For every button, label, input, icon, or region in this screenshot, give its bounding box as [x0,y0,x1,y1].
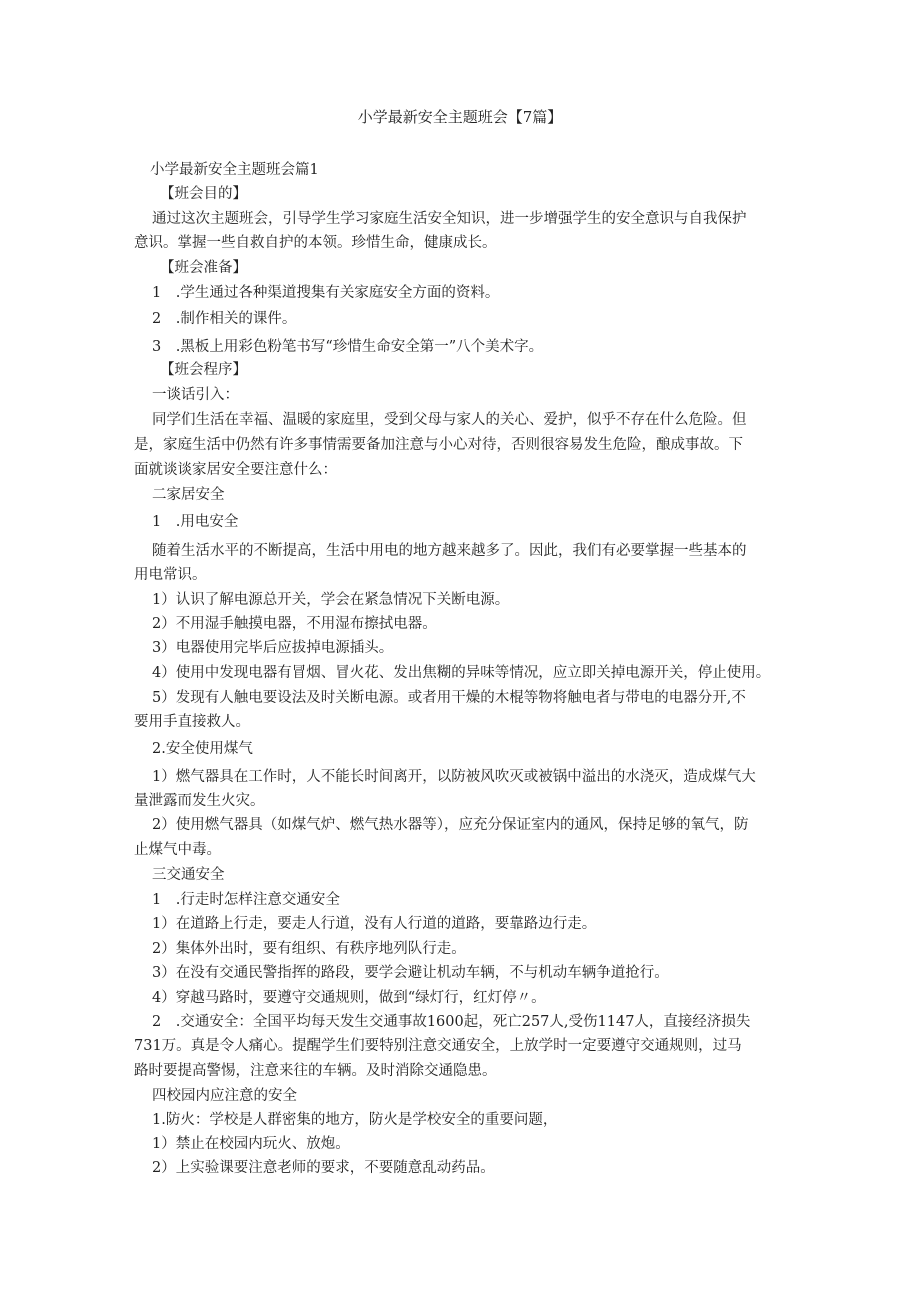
paragraph-line: 731万。真是令人痛心。提醒学生们要特别注意交通安全，上放学时一定要遵守交通规则，过马 [134,1038,742,1054]
paragraph-line: 路时要提高警惕，注意来往的车辆。及时消除交通隐患。 [134,1063,497,1079]
list-item: 2）上实验课要注意老师的要求，不要随意乱动药品。 [152,1160,495,1176]
subsection-heading: 【班会程序】 [160,362,247,378]
subsection-heading: 【班会准备】 [160,260,247,276]
list-item: 4）穿越马路时，要遵守交通规则，做到“绿灯行，红灯停〃。 [152,990,546,1006]
section-heading: 一谈话引入： [152,387,239,403]
paragraph-line: 止煤气中毒。 [134,842,221,858]
list-item: 2）集体外出时，要有组织、有秩序地列队行走。 [152,941,466,957]
subsection-heading: 1 .行走时怎样注意交通安全 [152,892,340,908]
paragraph-line: 用电常识。 [134,567,207,583]
paragraph-line: 通过这次主题班会，引导学生学习家庭生活安全知识，进一步增强学生的安全意识与自我保护 [152,211,747,227]
document-title: 小学最新安全主题班会【7篇】 [357,108,563,126]
list-item: 2 .制作相关的课件。 [152,311,297,327]
list-item: 3）电器使用完毕后应拔掉电源插头。 [152,640,394,656]
list-item: 3）在没有交通民警指挥的路段，要学会避让机动车辆，不与机动车辆争道抢行。 [152,965,669,981]
paragraph-line: 意识。掌握一些自救自护的本领。珍惜生命，健康成长。 [134,235,497,251]
subsection-heading: 1 .用电安全 [152,514,239,530]
paragraph-line: 量泄露而发生火灾。 [134,793,265,809]
list-item: 1 .学生通过各种渠道搜集有关家庭安全方面的资料。 [152,285,500,301]
list-item: 2）不用湿手触摸电器，不用湿布擦拭电器。 [152,616,437,632]
list-item: 4）使用中发现电器有冒烟、冒火花、发出焦糊的异味等情况，应立即关掉电源开关，停止使用。 [152,665,771,681]
paragraph-line: 随着生活水平的不断提高，生活中用电的地方越来越多了。因此，我们有必要掌握一些基本的 [152,543,747,559]
subsection-heading: 【班会目的】 [160,186,247,202]
paragraph-line: 同学们生活在幸福、温暖的家庭里，受到父母与家人的关心、爱护，似乎不存在什么危险。但 [152,412,747,428]
paragraph-line: 是，家庭生活中仍然有许多事情需要备加注意与小心对待，否则很容易发生危险，酿成事故。下 [134,437,743,453]
list-item: 5）发现有人触电要设法及时关断电源。或者用干燥的木棍等物将触电者与带电的电器分开,不 [152,690,746,706]
section-heading: 二家居安全 [152,487,225,503]
list-item: 1）燃气器具在工作时，人不能长时间离开，以防被风吹灭或被锅中溢出的水浇灭，造成煤气大 [152,769,756,785]
list-item: 2）使用燃气器具（如煤气炉、燃气热水器等），应充分保证室内的通风，保持足够的氧气，防 [152,817,749,833]
paragraph-line: 2 .交通安全：全国平均每天发生交通事故1600起，死亡257人,受伤1147人，直接经济损失 [152,1014,751,1030]
list-item: 1）在道路上行走，要走人行道，没有人行道的道路，要靠路边行走。 [152,916,597,932]
section-heading: 小学最新安全主题班会篇1 [150,162,319,178]
subsection-heading: 1.防火：学校是人群密集的地方，防火是学校安全的重要问题， [152,1112,558,1128]
section-heading: 三交通安全 [152,867,225,883]
list-item: 1）认识了解电源总开关，学会在紧急情况下关断电源。 [152,592,510,608]
list-item: 3 .黑板上用彩色粉笔书写“珍惜生命安全第一”八个美术字。 [152,339,544,355]
list-item: 1）禁止在校园内玩火、放炮。 [152,1136,350,1152]
subsection-heading: 2.安全使用煤气 [152,741,253,757]
section-heading: 四校园内应注意的安全 [152,1088,297,1104]
paragraph-line: 面就谈谈家居安全要注意什么： [134,462,337,478]
paragraph-line: 要用手直接救人。 [134,714,250,730]
